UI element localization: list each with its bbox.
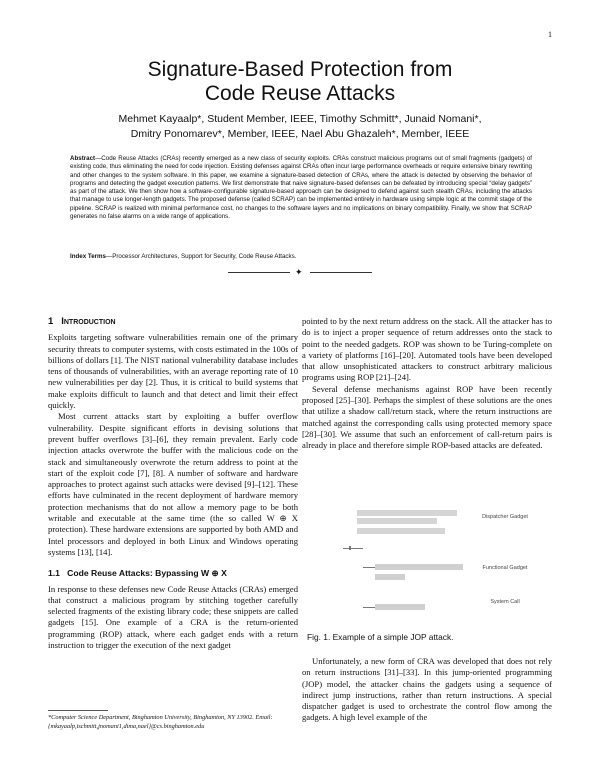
system-call-bar bbox=[375, 604, 425, 610]
authors-line-2: Dmitry Ponomarev*, Member, IEEE, Nael Abu Ghazaleh*, Member, IEEE bbox=[130, 128, 470, 140]
divider-line-right bbox=[310, 272, 372, 273]
footnote-area bbox=[48, 710, 298, 731]
title-line-2: Code Reuse Attacks bbox=[204, 82, 396, 105]
paragraph: Exploits targeting software vulnerabilities remain one of the primary security threats to computer systems, with costs estimated in the 100s of billions of dollars [1]. The NIST national vulnerability database includes tens of thousands of vulnerabilities, with an average reporting rate of 10 new vulnerabilities per day [2]. Thus, it is critical to build systems that make exploits difficult to launch and that detect and limit their effect quickly. bbox=[48, 332, 298, 411]
index-terms-label: Index Terms bbox=[70, 253, 106, 260]
subsection-heading: 1.1 Code Reuse Attacks: Bypassing W ⊕ X bbox=[48, 568, 227, 579]
paragraph: pointed to by the next return address on the stack. All the attacker has to do is to inject a proper sequence of return addresses onto the stack to point to the needed gadgets. ROP was shown to be Turing-complete on a variety of platforms [16]–[20]. Automated tools have been developed that allow unsophisticated attackers to construct arbitrary malicious programs using ROP [21]–[24]. bbox=[302, 316, 552, 383]
dispatcher-gadget-bar bbox=[357, 510, 457, 516]
figure-caption: Fig. 1. Example of a simple JOP attack. bbox=[307, 632, 454, 642]
abstract bbox=[70, 155, 532, 221]
divider-line-left bbox=[228, 272, 290, 273]
dispatcher-gadget-bar bbox=[357, 528, 445, 534]
page-number: 1 bbox=[548, 30, 552, 39]
system-call-label: System Call bbox=[490, 599, 520, 605]
functional-gadget-bar bbox=[375, 574, 405, 580]
abstract-label: Abstract bbox=[70, 155, 96, 162]
index-terms bbox=[70, 253, 532, 261]
jop-figure bbox=[335, 508, 535, 618]
section-divider bbox=[228, 268, 372, 278]
abstract-text: —Code Reuse Attacks (CRAs) recently emerged as a new class of security exploits. CRAs construct malicious programs out of small fragments (gadgets) of existing code, thus eliminating the need for code injection. Existing defenses against CRAs often incur large performance overheads or require extensive binary rewriting and other changes to the system software. In this paper, we examine a signature-based detection of CRAs, where the attack is detected by observing the behavior of programs and detecting the gadget execution patterns. We first demonstrate that naive signature-based defenses can be defeated by introducing special “delay gadgets” as part of the attack. We then show how a software-configurable signature-based approach can be designed to defend against such stealth CRAs, including the attacks that manage to use longer-length gadgets. The proposed defense (called SCRAP) can be implemented entirely in hardware using simple logic at the commit stage of the pipeline. SCRAP is realized with minimal performance cost, no changes to the software layers and no implications on binary compatibility. Finally, we show that SCRAP generates no false alarms on a wide range of applications. bbox=[70, 155, 532, 221]
right-column bbox=[302, 316, 552, 452]
title-line-1: Signature-Based Protection from bbox=[147, 58, 453, 81]
section-heading-introduction: 1 Introduction bbox=[48, 316, 116, 327]
authors-line-1: Mehmet Kayaalp*, Student Member, IEEE, Timothy Schmitt*, Junaid Nomani*, bbox=[118, 113, 482, 125]
figure-arrow bbox=[343, 548, 363, 549]
dispatcher-gadget-label: Dispatcher Gadget bbox=[482, 514, 528, 520]
dispatcher-gadget-bar bbox=[357, 518, 437, 524]
footnote-rule bbox=[48, 710, 108, 711]
author-list bbox=[40, 112, 560, 142]
left-column bbox=[48, 316, 298, 651]
figure-arrow bbox=[363, 567, 375, 568]
figure-arrow bbox=[363, 607, 375, 608]
functional-gadget-label: Functional Gadget bbox=[482, 565, 528, 571]
right-column-continued bbox=[302, 656, 552, 724]
paragraph: Several defense mechanisms against ROP have been recently proposed [25]–[30]. Perhaps the simplest of these solutions are the ones that utilize a shadow call/return stack, where the return instructions are matched against the corresponding calls using protected memory space [28]–[30]. We assume that such an enforcement of call-return pairs is already in place and therefore simple ROP-based attacks are defeated. bbox=[302, 383, 552, 451]
index-terms-text: —Processor Architectures, Support for Security, Code Reuse Attacks. bbox=[106, 253, 297, 260]
footnote: *Computer Science Department, Binghamton University, Binghamton, NY 13902. Email: {mkayaalp,tschmitt,jnomani1,dima,nael}@cs.binghamton.edu bbox=[48, 714, 273, 730]
paper-title bbox=[0, 58, 600, 106]
paragraph: In response to these defenses new Code Reuse Attacks (CRAs) emerged that construct a malicious program by stitching together carefully selected fragments of the existing library code; these snippets are called gadgets [15]. One example of a CRA is the return-oriented programming (ROP) attack, where each gadget ends with a return instruction to trigger the execution of the next gadget bbox=[48, 583, 298, 651]
functional-gadget-bar bbox=[375, 564, 463, 570]
divider-ornament: ✦ bbox=[295, 267, 303, 277]
paragraph: Most current attacks start by exploiting a buffer overflow vulnerability. Despite significant efforts in devising solutions that prevent buffer overflows [3]–[6], they remain prevalent. Early code injection attacks overwrote the buffer with the malicious code on the stack and simultaneously overwrote the return address to point at the start of the exploit code [7], [8]. A number of software and hardware approaches to protect against such attacks were devised [9]–[12]. These efforts have culminated in the recent deployment of hardware memory protection mechanisms that do not allow a memory page to be both writable and executable at the same time (the so called W ⊕ X protection). These hardware extensions are supported by both AMD and Intel processors and deployed in both Linux and Windows operating systems [13], [14]. bbox=[48, 411, 298, 557]
paragraph: Unfortunately, a new form of CRA was developed that does not rely on return instructions [31]–[33]. In this jump-oriented programming (JOP) model, the attacker chains the gadgets using a sequence of indirect jump instructions, rather than return instructions. A special dispatcher gadget is used to orchestrate the control flow among the gadgets. A high level example of the bbox=[302, 656, 552, 723]
